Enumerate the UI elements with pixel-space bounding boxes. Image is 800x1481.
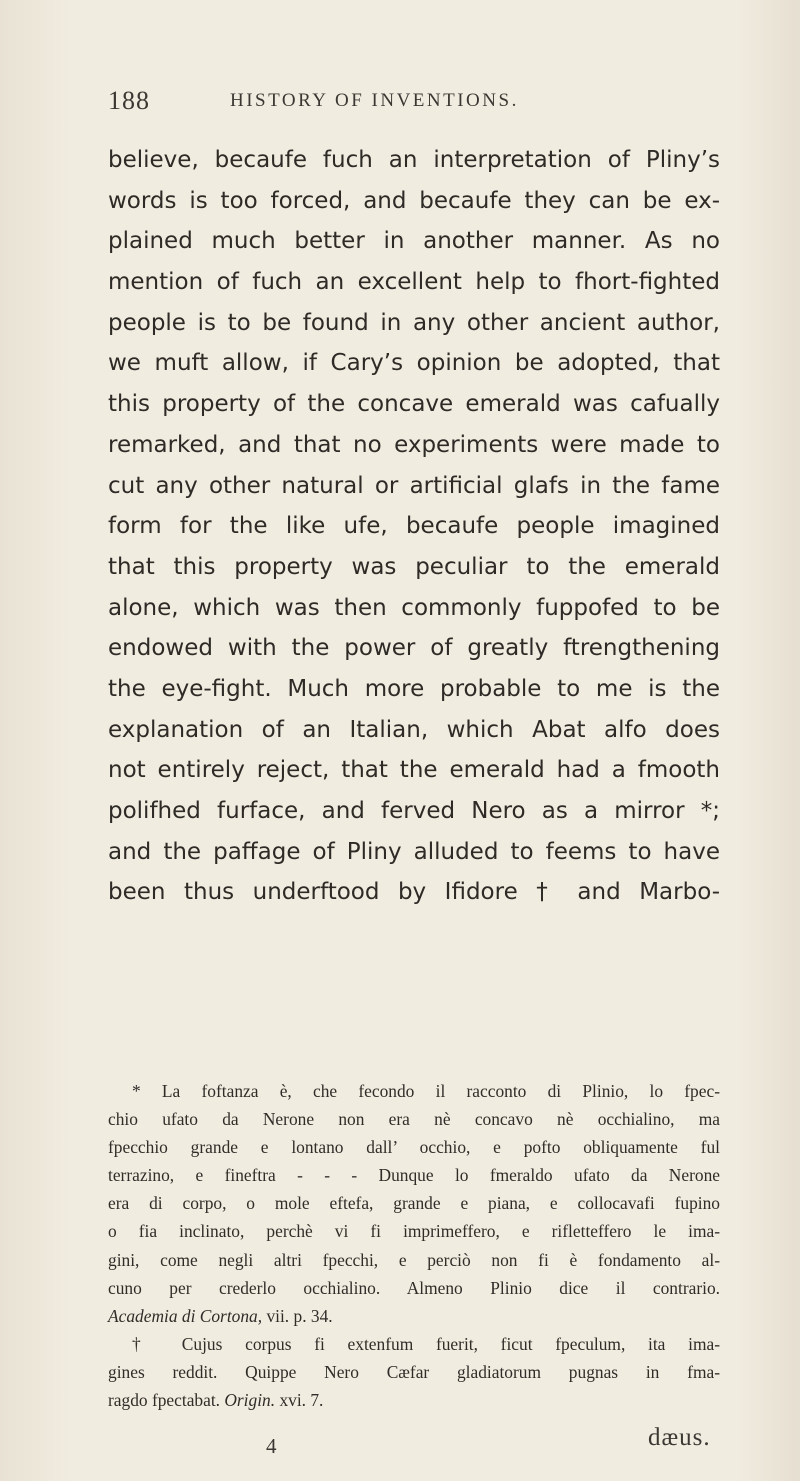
text-line: and the paffage of Pliny alluded to feems to have	[108, 838, 720, 865]
text-line: explanation of an Italian, which Abat alfo does	[108, 716, 720, 743]
text-line: believe, becaufe fuch an interpretation of Pliny’s	[108, 147, 720, 173]
citation-ref: xvi. 7.	[275, 1390, 324, 1411]
text-line: polifhed furface, and ferved Nero as a mirror *;	[108, 798, 720, 824]
text-line: that this property was peculiar to the emerald	[108, 553, 720, 580]
main-text	[108, 140, 720, 913]
text-line: mention of fuch an excellent help to fhort-fighted	[108, 269, 720, 296]
text-line: we muft allow, if Cary’s opinion be adopted, that	[108, 350, 720, 377]
footnote-line-end: ragdo fpectabat.	[108, 1390, 225, 1411]
text-line: plained much better in another manner. As no	[108, 228, 720, 255]
text-line: not entirely reject, that the emerald had a fmooth	[108, 757, 720, 784]
page-header	[108, 86, 728, 126]
text-line: endowed with the power of greatly ftrengthening	[108, 635, 720, 662]
footnote-line: gini, come negli altri fpecchi, e perciò non fi è fondamento al-	[108, 1249, 720, 1270]
text-line: people is to be found in any other ancient author,	[108, 309, 720, 336]
footnote-line: † Cujus corpus fi extenfum fuerit, ficut fpeculum, ita ima-	[132, 1333, 720, 1354]
running-head: HISTORY OF INVENTIONS.	[230, 90, 519, 111]
footnote-line: era di corpo, o mole eftefa, grande e piana, e collocavafi fupino	[108, 1193, 720, 1214]
footnote-line: fpecchio grande e lontano dall’ occhio, e pofto obliquamente ful	[108, 1137, 720, 1158]
citation-title: Academia di Cortona,	[108, 1305, 263, 1326]
footnote-citation	[108, 1302, 720, 1330]
footnote-line: o fia inclinato, perchè vi fi imprimeffero, e rifletteffero le ima-	[108, 1221, 720, 1242]
citation-ref: vii. p. 34.	[262, 1305, 333, 1326]
text-line: alone, which was then commonly fuppofed to be	[108, 594, 720, 621]
text-line: been thus underftood by Ifidore † and Marbo-	[108, 879, 720, 906]
footnote-line: gines reddit. Quippe Nero Cæfar gladiatorum pugnas in fma-	[108, 1361, 720, 1382]
footnote-line: chio ufato da Nerone non era nè concavo nè occhialino, ma	[108, 1109, 720, 1130]
text-line: cut any other natural or artificial glafs in the fame	[108, 472, 720, 499]
text-line: the eye-fight. Much more probable to me is the	[108, 675, 720, 702]
footnote-line: cuno per crederlo occhialino. Almeno Plinio dice il contrario.	[108, 1277, 720, 1298]
footnote-citation	[108, 1386, 720, 1414]
text-line: remarked, and that no experiments were made to	[108, 431, 720, 458]
footnotes	[108, 1077, 720, 1414]
footnote-line: * La foftanza è, che fecondo il racconto di Plinio, lo fpec-	[132, 1081, 720, 1101]
text-line: form for the like ufe, becaufe people imagined	[108, 513, 720, 540]
citation-title: Origin.	[224, 1390, 276, 1411]
page-number: 188	[108, 86, 150, 115]
catchword: dæus.	[648, 1424, 711, 1451]
text-line: this property of the concave emerald was cafually	[108, 391, 720, 418]
text-line: words is too forced, and becaufe they can be ex-	[108, 187, 720, 214]
signature-mark: 4	[266, 1434, 277, 1458]
footnote-line: terrazino, e fineftra - - - Dunque lo fmeraldo ufato da Nerone	[108, 1165, 720, 1186]
footnote-dagger	[108, 1330, 720, 1414]
footnote-star	[108, 1077, 720, 1330]
